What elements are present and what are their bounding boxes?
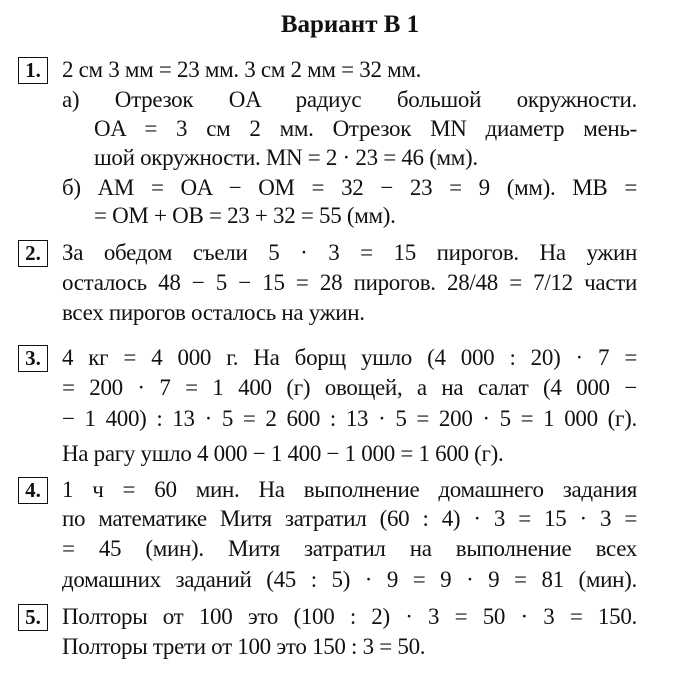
problem-1-line: OA = 3 см 2 мм. Отрезок MN диаметр мень- [94, 116, 637, 141]
problem-1-line: а) Отрезок OA радиус большой окружности. [62, 87, 637, 112]
problem-1-line: шой окружности. MN = 2 · 23 = 46 (мм). [94, 145, 478, 170]
problem-3-line: 4 кг = 4 000 г. На борщ ушло (4 000 : 20) · 7 = [62, 345, 637, 370]
problem-5-line: Полторы трети от 100 это 150 : 3 = 50. [62, 634, 426, 659]
problem-4-line: по математике Митя затратил (60 : 4) · 3 = 15 · 3 = [62, 506, 637, 531]
problem-number-3: 3. [18, 345, 48, 372]
problem-2-line: За обедом съели 5 · 3 = 15 пирогов. На ужин [62, 240, 637, 265]
page-title: Вариант В 1 [280, 11, 420, 38]
problem-2-line: всех пирогов осталось на ужин. [62, 300, 365, 325]
problem-4-line: домашних заданий (45 : 5) · 9 = 9 · 9 = 81 (мин). [62, 567, 637, 592]
problem-3-line: − 1 400) : 13 · 5 = 2 600 : 13 · 5 = 200 · 5 = 1 000 (г). [62, 406, 637, 431]
problem-5-line: Полторы от 100 это (100 : 2) · 3 = 50 · 3 = 150. [62, 604, 637, 629]
problem-4-line: = 45 (мин). Митя затратил на выполнение всех [62, 536, 637, 561]
problem-4-line: 1 ч = 60 мин. На выполнение домашнего задания [62, 477, 637, 502]
problem-1-line: 2 см 3 мм = 23 мм. 3 см 2 мм = 32 мм. [62, 57, 422, 82]
problem-1-line: б) AM = OA − OM = 32 − 23 = 9 (мм). MB = [62, 175, 637, 200]
problem-number-4: 4. [18, 477, 48, 504]
problem-3-line: = 200 · 7 = 1 400 (г) овощей, а на салат (4 000 − [62, 375, 637, 400]
problem-number-2: 2. [18, 240, 48, 267]
problem-2-line: осталось 48 − 5 − 15 = 28 пирогов. 28/48 = 7/12 части [62, 270, 637, 295]
problem-number-1: 1. [18, 57, 48, 84]
problem-1-line: = OM + OB = 23 + 32 = 55 (мм). [94, 203, 396, 228]
problem-3-line: На рагу ушло 4 000 − 1 400 − 1 000 = 1 600 (г). [62, 441, 504, 466]
problem-number-5: 5. [18, 604, 48, 631]
